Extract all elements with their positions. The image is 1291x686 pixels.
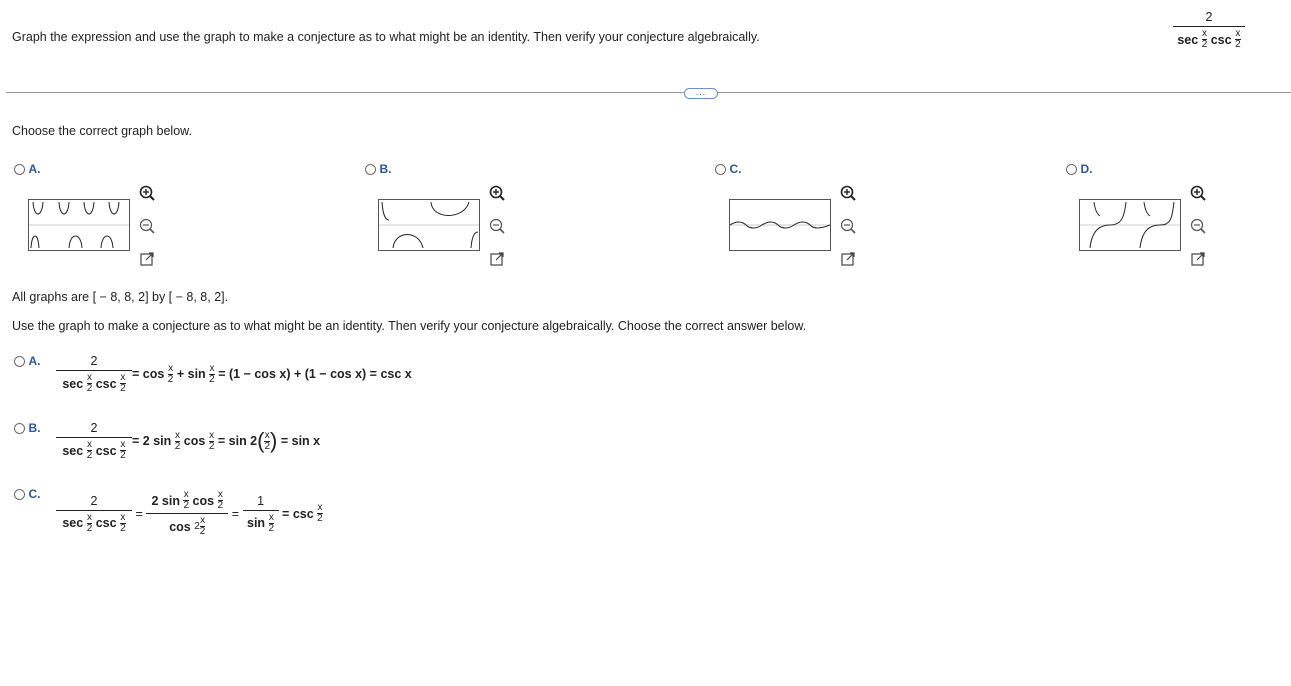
answer-label-a: A. (28, 354, 41, 368)
answer-radio-c[interactable] (14, 489, 25, 500)
graph-option-d[interactable] (1066, 162, 1092, 176)
zoom-out-icon[interactable] (488, 217, 506, 235)
option-label-c: C. (729, 162, 742, 176)
answer-c-math: 2 sec $\frac{x}{2}$ csc $\frac{x}{2}$ = 2 sin $\frac{x}{2}$ cos $\frac{x}{2}$ cos 2 $\frac{x}{2}$ = 1 sin $\frac{x}{2}$ = csc $\frac{x}{2}$ (56, 490, 323, 537)
expr-csc: csc (1210, 32, 1232, 47)
option-label-b: B. (379, 162, 392, 176)
answer-label-b: B. (28, 421, 41, 435)
expr-sec: sec (1177, 32, 1199, 47)
radio-d[interactable] (1066, 164, 1077, 175)
answer-label-c: C. (28, 487, 41, 501)
zoom-in-icon[interactable] (839, 184, 857, 202)
zoom-out-icon[interactable] (138, 217, 156, 235)
choose-graph-text: Choose the correct graph below. (12, 124, 192, 138)
radio-c[interactable] (715, 164, 726, 175)
expression-display: 2 sec $\frac{x}{2}$ csc $\frac{x}{2}$ (1173, 10, 1245, 50)
question-prompt: Graph the expression and use the graph to make a conjecture as to what might be an identity. Then verify your conjecture algebraically. (12, 30, 760, 44)
popout-icon[interactable] (488, 250, 506, 268)
graph-option-c[interactable] (715, 162, 741, 176)
zoom-in-icon[interactable] (488, 184, 506, 202)
graph-b[interactable] (378, 199, 480, 251)
expr-numerator: 2 (1205, 10, 1213, 24)
radio-b[interactable] (365, 164, 376, 175)
option-label-a: A. (28, 162, 41, 176)
answer-instruction: Use the graph to make a conjecture as to what might be an identity. Then verify your conjecture algebraically. Choose the correct answer below. (12, 319, 807, 333)
graph-a-tools (138, 184, 156, 268)
popout-icon[interactable] (1189, 250, 1207, 268)
answer-a-math: 2 sec $\frac{x}{2}$ csc $\frac{x}{2}$ = cos $\frac{x}{2}$ + sin $\frac{x}{2}$ = (1 − cos x) + (1 − cos x) = csc x (56, 354, 412, 394)
zoom-out-icon[interactable] (839, 217, 857, 235)
graph-d-tools (1189, 184, 1207, 268)
zoom-in-icon[interactable] (138, 184, 156, 202)
divider (6, 92, 1291, 93)
more-button[interactable]: ... (684, 88, 718, 99)
popout-icon[interactable] (839, 250, 857, 268)
option-label-d: D. (1080, 162, 1093, 176)
popout-icon[interactable] (138, 250, 156, 268)
graph-b-tools (488, 184, 506, 268)
zoom-in-icon[interactable] (1189, 184, 1207, 202)
answer-option-c[interactable] (14, 487, 40, 501)
answer-b-math: 2 sec $\frac{x}{2}$ csc $\frac{x}{2}$ = 2 sin $\frac{x}{2}$ cos $\frac{x}{2}$ = sin 2 ( $\frac{x}{2}$ ) = sin x (56, 421, 320, 461)
answer-option-a[interactable] (14, 354, 40, 368)
answer-option-b[interactable] (14, 421, 40, 435)
zoom-out-icon[interactable] (1189, 217, 1207, 235)
graph-d[interactable] (1079, 199, 1181, 251)
graph-c[interactable] (729, 199, 831, 251)
graph-option-a[interactable] (14, 162, 40, 176)
graph-c-tools (839, 184, 857, 268)
window-note: All graphs are [ − 8, 8, 2] by [ − 8, 8, 2]. (12, 290, 229, 304)
radio-a[interactable] (14, 164, 25, 175)
graph-a[interactable] (28, 199, 130, 251)
answer-radio-b[interactable] (14, 423, 25, 434)
answer-radio-a[interactable] (14, 356, 25, 367)
graph-option-b[interactable] (365, 162, 391, 176)
